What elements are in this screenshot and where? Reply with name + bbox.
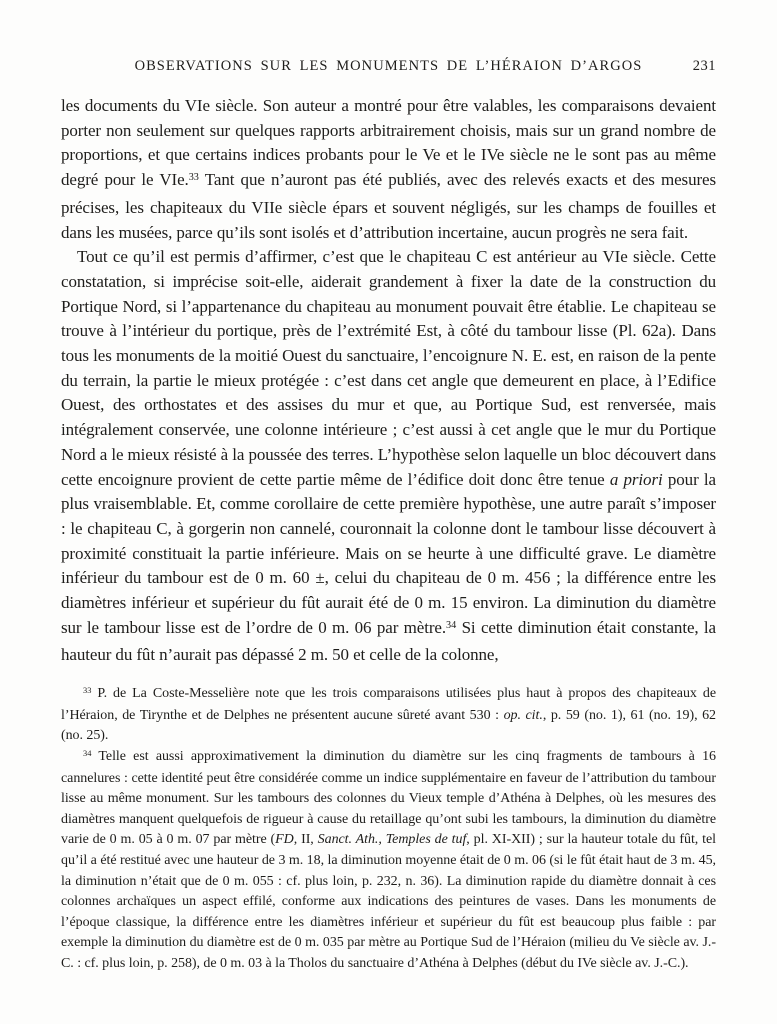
italic-text-run: op. cit. [503, 707, 543, 723]
text-run: , pl. XI-XII) ; sur la hauteur totale du fût, tel qu’il a été restitué avec une hauteur de 3 m. 18, la diminution moyenne était de 0 m. 06 (si le fût était haut de 3 m. 45, la diminution n’était que de 0 m. 055 : cf. plus loin, p. 232, n. 36). La diminution rapide du diamètre donnait à ces colonnes archaïques un aspect effilé, conforme aux indications des peintures de vases. Dans les monuments de l’époque classique, la différence entre les diamètres inférieur et supérieur du fût est beaucoup plus faible : par exemple la diminution du diamètre est de 0 m. 035 par mètre au Portique Sud de l’Héraion (milieu du Ve siècle av. J.-C. : cf. plus loin, p. 258), de 0 m. 03 à la Tholos du sanctuaire d’Athéna à Delphes (début du IVe siècle av. J.-C.). [61, 832, 717, 971]
italic-text-run: Sanct. Ath., Temples de tuf [317, 832, 467, 848]
italic-text-run: FD [275, 832, 294, 848]
body-text [61, 94, 716, 668]
text-run: Tant que n’auront pas été publiés, avec des relevés exacts et des mesures précises, les chapiteaux du VIIe siècle épars et souvent négligés, sur les champs de fouilles et dans les musées, parce qu’ils sont isolés et d’attribution incertaine, aucun progrès ne sera fait. [61, 170, 716, 242]
footnote-reference: 33 [83, 685, 92, 695]
text-run: P. de La Coste-Messelière note que les trois comparaisons utilisées plus haut à propos des chapiteaux de l’Héraion, de Tirynthe et de Delphes ne présentent aucune sûreté avant 530 : [61, 686, 716, 723]
footnote-33 [61, 684, 716, 747]
text-run: pour la plus vraisemblable. Et, comme corollaire de cette première hypothèse, une autre paraît s’imposer : le chapiteau C, à gorgerin non cannelé, couronnait la colonne dont le tambour lisse découvert à proximité constituait la partie inférieure. Mais on se heurte à une difficulté grave. Le diamètre inférieur du tambour est de 0 m. 60 ±, celui du chapiteau de 0 m. 456 ; la différence entre les diamètres inférieur et supérieur du fût aurait été de 0 m. 15 environ. La diminution du diamètre sur le tambour lisse est de l’ordre de 0 m. 06 par mètre. [61, 469, 716, 637]
text-run: , p. 59 (no. 1), 61 (no. 19), 62 (no. 25). [61, 707, 717, 744]
text-run: , II, [293, 832, 318, 848]
text-run: Si cette diminution était constante, la hauteur du fût n’aurait pas dépassé 2 m. 50 et celle de la colonne, [61, 617, 716, 665]
footnote-34 [61, 747, 716, 975]
footnote-reference: 34 [446, 619, 457, 631]
italic-text-run: a priori [609, 469, 663, 489]
footnote-reference: 34 [83, 748, 92, 758]
footnotes-section [61, 684, 716, 974]
body-paragraph-2 [61, 245, 716, 668]
body-paragraph-1 [61, 94, 716, 245]
page-header [61, 57, 716, 75]
page-number: 231 [692, 58, 716, 74]
running-title: OBSERVATIONS SUR LES MONUMENTS DE L’HÉRAION D’ARGOS [134, 58, 643, 74]
footnote-reference: 33 [188, 172, 199, 184]
text-run: les documents du VIe siècle. Son auteur a montré pour être valables, les comparaisons devaient porter non seulement sur quelques rapports arbitrairement choisis, mais sur un grand nombre de proportions, et que certains indices probants pour le Ve et le IVe siècle ne le sont pas au même degré pour le VIe. [61, 96, 716, 190]
text-run: Telle est aussi approximativement la diminution du diamètre sur les cinq fragments de tambours à 16 cannelures : cette identité peut être considérée comme un indice supplémentaire en faveur de l’attribution du tambour lisse au même monument. Sur les tambours des colonnes du Vieux temple d’Athéna à Delphes, où les mesures des diamètres manquent quelquefois de rigueur à cause du retaillage qu’ont subi les tambours, la diminution du diamètre varie de 0 m. 05 à 0 m. 07 par mètre ( [61, 748, 716, 848]
text-run: Tout ce qu’il est permis d’affirmer, c’est que le chapiteau C est antérieur au VIe siècle. Cette constatation, si imprécise soit-elle, aiderait grandement à fixer la date de la construction du Portique Nord, si l’appartenance du chapiteau au monument pouvait être établie. Le chapiteau se trouve à l’intérieur du portique, près de l’extrémité Est, à côté du tambour lisse (Pl. 62a). Dans tous les monuments de la moitié Ouest du sanctuaire, l’encoignure N. E. est, en raison de la pente du terrain, la partie le mieux protégée : c’est dans cet angle que demeurent en place, à l’Edifice Ouest, des orthostates et des assises du mur et que, au Portique Sud, est renversée, mais intégralement conservée, une colonne intérieure ; c’est aussi à cet angle que le mur du Portique Nord a le mieux résisté à la poussée des terres. L’hypothèse selon laquelle un bloc découvert dans cette encoignure provient de cette partie même de l’édifice doit donc être tenue [61, 247, 716, 489]
